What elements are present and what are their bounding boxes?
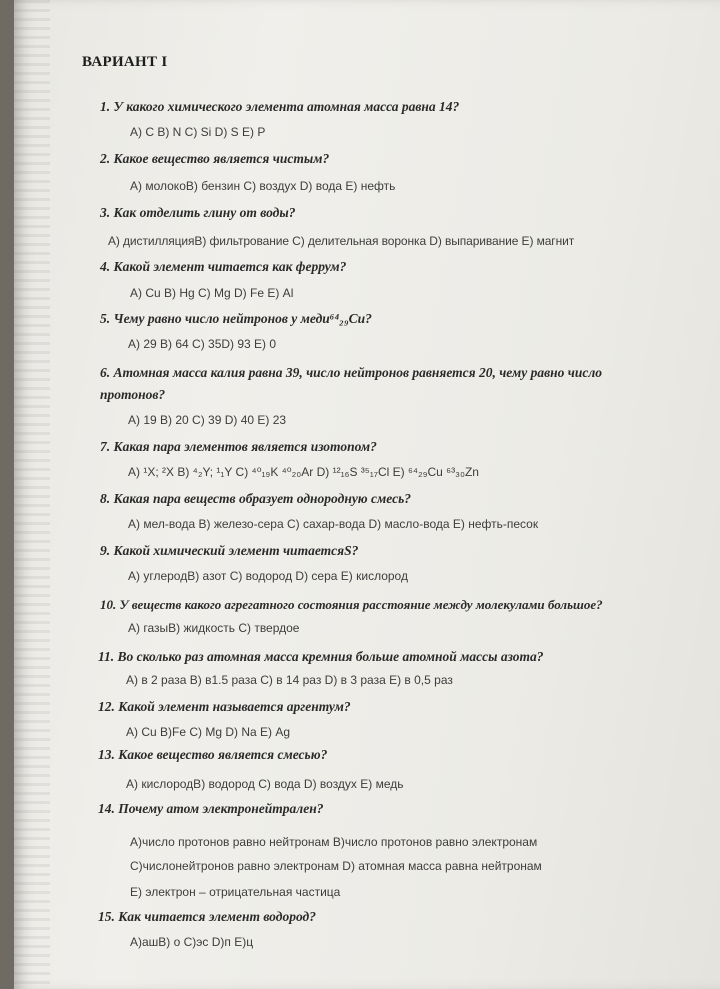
question-9: 9. Какой химический элемент читаетсяS?: [100, 543, 359, 558]
question-3: 3. Как отделить глину от воды?: [100, 205, 296, 220]
question-14-options-row-1: А)число протонов равно нейтронам В)число протонов равно электронам: [130, 835, 538, 849]
question-12: 12. Какой элемент называется аргентум?: [98, 699, 351, 714]
question-12-options: А) Cu В)Fe С) Mg D) Na Е) Ag: [126, 725, 291, 739]
question-10: 10. У веществ какого агрегатного состояния расстояние между молекулами большое?: [100, 597, 603, 612]
worksheet-page: [14, 0, 720, 989]
question-15: 15. Как читается элемент водород?: [98, 909, 316, 924]
question-8-options: А) мел-вода В) железо-сера С) сахар-вода D) масло-вода Е) нефть-песок: [128, 517, 539, 531]
question-1: 1. У какого химического элемента атомная масса равна 14?: [100, 99, 460, 114]
question-13-options: А) кислородВ) водород С) вода D) воздух Е) медь: [126, 777, 404, 791]
question-7-options: А) ¹X; ²X В) ⁴₂Y; ¹₁Y С) ⁴⁰₁₉K ⁴⁰₂₀Ar D) ¹²₁₆S ³⁵₁₇Cl Е) ⁶⁴₂₉Cu ⁶³₃₀Zn: [128, 465, 479, 479]
scan-edge-shadow: [14, 0, 50, 989]
question-11: 11. Во сколько раз атомная масса кремния больше атомной массы азота?: [98, 649, 544, 664]
question-13: 13. Какое вещество является смесью?: [98, 747, 328, 762]
question-5-options: А) 29 В) 64 С) 35D) 93 Е) 0: [128, 337, 277, 351]
question-2: 2. Какое вещество является чистым?: [100, 151, 330, 166]
question-3-options: А) дистилляцияВ) фильтрование С) делительная воронка D) выпаривание Е) магнит: [108, 234, 575, 248]
variant-title: ВАРИАНТ I: [82, 54, 168, 70]
question-6: 6. Атомная масса калия равна 39, число нейтронов равняется 20, чему равно число протонов?: [100, 365, 602, 402]
question-9-options: А) углеродВ) азот С) водород D) сера Е) кислород: [128, 569, 408, 583]
question-1-options: А) С В) N С) Si D) S Е) Р: [130, 125, 266, 139]
question-2-options: А) молокоВ) бензин С) воздух D) вода Е) нефть: [130, 179, 396, 193]
question-10-options: А) газыВ) жидкость С) твердое: [128, 621, 300, 635]
question-11-options: А) в 2 раза В) в1.5 раза С) в 14 раз D) в 3 раза Е) в 0,5 раз: [126, 673, 453, 687]
question-15-options: А)ашВ) о С)эс D)п Е)ц: [130, 935, 254, 949]
question-14: 14. Почему атом электронейтрален?: [98, 801, 324, 816]
question-14-options-row-2: С)числонейтронов равно электронам D) атомная масса равна нейтронам: [130, 859, 542, 873]
question-5: 5. Чему равно число нейтронов у меди⁶⁴₂₉Cu?: [100, 311, 372, 326]
question-4-options: А) Cu В) Hg С) Mg D) Fe Е) Al: [130, 286, 294, 300]
question-6-options: А) 19 В) 20 С) 39 D) 40 Е) 23: [128, 413, 287, 427]
question-4: 4. Какой элемент читается как феррум?: [100, 259, 347, 274]
question-14-options-row-3: Е) электрон – отрицательная частица: [130, 885, 341, 899]
question-7: 7. Какая пара элементов является изотопом?: [100, 439, 377, 454]
question-8: 8. Какая пара веществ образует однородную смесь?: [100, 491, 412, 506]
